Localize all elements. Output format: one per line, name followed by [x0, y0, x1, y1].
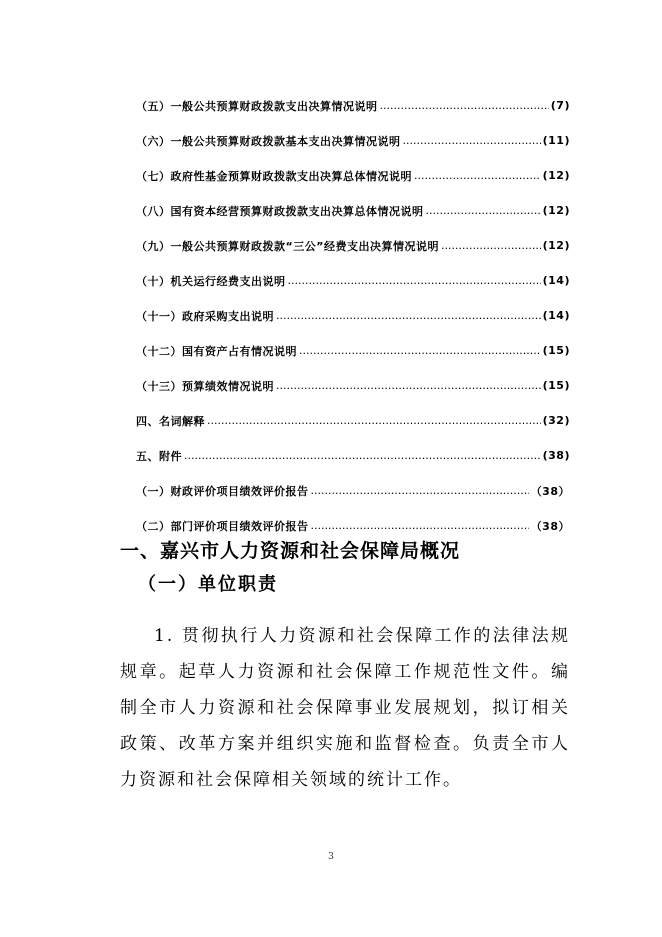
subsection-heading: （一）单位职责	[138, 574, 278, 595]
toc-leader-dots	[288, 274, 541, 287]
toc-entry-page: （38）	[530, 519, 570, 533]
toc-entry-page: (12)	[542, 169, 570, 182]
toc-entry-page: (14)	[542, 274, 570, 287]
toc-leader-dots	[441, 239, 541, 252]
toc-entry-label: （八）国有资本经营预算财政拨款支出决算总体情况说明	[136, 204, 424, 218]
toc-entry-page: (11)	[542, 134, 570, 147]
toc-entry[interactable]	[120, 333, 570, 368]
toc-leader-dots	[299, 344, 541, 357]
toc-entry-label: （十）机关运行经费支出说明	[136, 274, 286, 288]
page-number: 3	[328, 852, 334, 862]
toc-entry-label: （七）政府性基金预算财政拨款支出决算总体情况说明	[136, 169, 412, 183]
toc-entry[interactable]	[120, 228, 570, 263]
toc-leader-dots	[311, 484, 529, 497]
toc-leader-dots	[184, 449, 541, 462]
toc-entry-page: (12)	[542, 204, 570, 217]
toc-entry[interactable]	[120, 263, 570, 298]
toc-entry-label: （十二）国有资产占有情况说明	[136, 344, 297, 358]
toc-leader-dots	[414, 169, 541, 182]
toc-leader-dots	[380, 99, 549, 112]
toc-entry[interactable]	[120, 368, 570, 403]
toc-leader-dots	[403, 134, 541, 147]
toc-entry-label: 五、附件	[136, 449, 182, 463]
toc-entry[interactable]	[120, 438, 570, 473]
toc-entry-page: (15)	[542, 379, 570, 392]
toc-entry-label: （九）一般公共预算财政拨款“三公”经费支出决算情况说明	[136, 239, 439, 253]
toc-entry-label: （五）一般公共预算财政拨款支出决算情况说明	[136, 99, 378, 113]
toc-entry[interactable]	[120, 403, 570, 438]
toc-leader-dots	[276, 379, 541, 392]
toc-entry-label: （二）部门评价项目绩效评价报告	[136, 519, 309, 533]
toc-entry-page: (7)	[550, 99, 570, 112]
toc-entry-label: （十三）预算绩效情况说明	[136, 379, 274, 393]
toc-entry[interactable]	[120, 158, 570, 193]
toc-entry[interactable]	[120, 123, 570, 158]
toc-entry-label: （一）财政评价项目绩效评价报告	[136, 484, 309, 498]
toc-entry[interactable]	[120, 298, 570, 333]
toc-leader-dots	[207, 414, 541, 427]
toc-leader-dots	[311, 519, 529, 532]
toc-entry-label: （六）一般公共预算财政拨款基本支出决算情况说明	[136, 134, 401, 148]
toc-leader-dots	[426, 204, 541, 217]
toc-entry-page: (38)	[542, 449, 570, 462]
toc-entry-label: （十一）政府采购支出说明	[136, 309, 274, 323]
toc-entry[interactable]	[120, 473, 570, 508]
toc-entry-page: （38）	[530, 484, 570, 498]
body-paragraph: 1. 贯彻执行人力资源和社会保障工作的法律法规规章。起草人力资源和社会保障工作规范性文件。编制全市人力资源和社会保障事业发展规划，拟订相关政策、改革方案并组织实施和监督检查。负责全市人力资源和社会保障相关领域的统计工作。	[120, 626, 570, 790]
toc-entry[interactable]	[120, 88, 570, 123]
table-of-contents	[120, 88, 570, 543]
toc-entry-page: (12)	[542, 239, 570, 252]
toc-entry-page: (15)	[542, 344, 570, 357]
toc-entry-label: 四、名词解释	[136, 414, 205, 428]
toc-leader-dots	[276, 309, 541, 322]
section-heading: 一、嘉兴市人力资源和社会保障局概况	[120, 540, 461, 562]
toc-entry[interactable]	[120, 193, 570, 228]
toc-entry-page: (14)	[542, 309, 570, 322]
toc-entry-page: (32)	[542, 414, 570, 427]
